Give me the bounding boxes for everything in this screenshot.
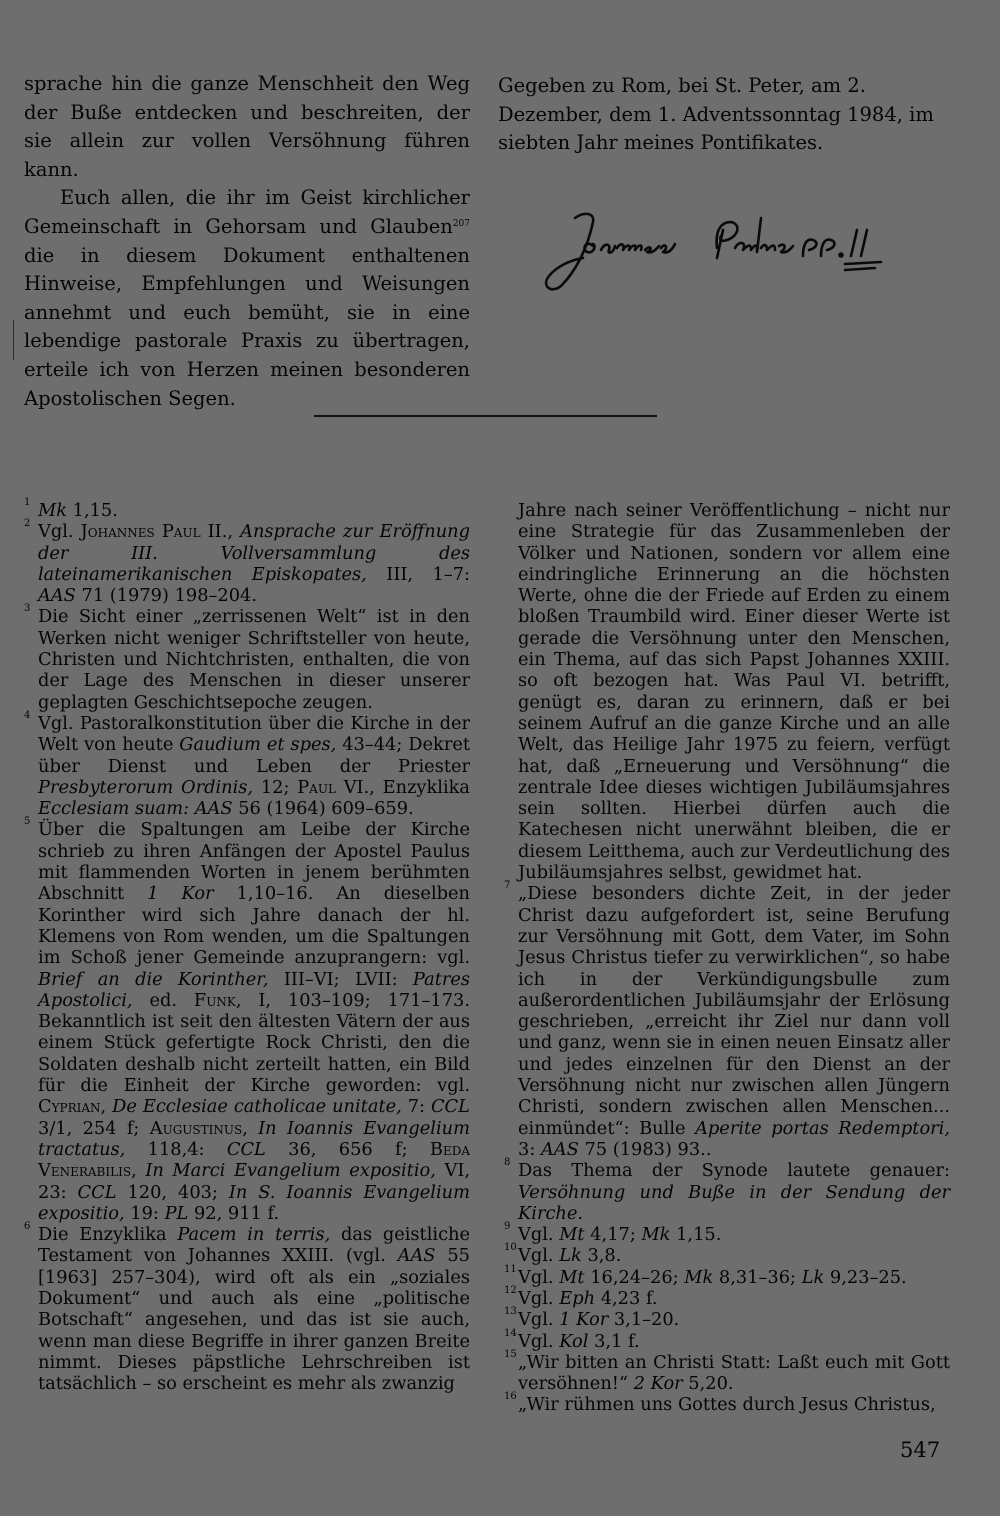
footnote-14: 14 Vgl. Kol 3,1 f.	[504, 1327, 640, 1352]
page-number: 547	[900, 1438, 941, 1462]
handwritten-signature	[535, 200, 915, 300]
footnote-reference: 207	[452, 218, 470, 229]
footnote-6-continuation: Jahre nach seiner Veröffentlichung – nicht nur eine Strategie für das Zusammenleben der Völker und Nationen, sondern vor allem eine eindringliche Erinnerung an die höchsten Werte, ohne die der Friede auf Erden zu einem bloßen Traumbild wird. Einer dieser Werte ist gerade die Versöhnung unter den Menschen, ein Thema, auf das sich Papst Johannes XXIII. so oft bezogen hat. Was Paul VI. betrifft, genügt es, daran zu erinnern, daß er bei seinem Aufruf an die ganze Kirche und an alle Welt, das Heilige Jahr 1975 zu feiern, verfügt hat, daß „Erneuerung und Versöhnung“ die zentrale Idee dieses wichtigen Jubiläumsjahres sein sollten. Hierbei dürfen auch die Katechesen nicht unerwähnt bleiben, die er diesem Leitthema, auch zur Verdeutlichung des Jubiläumsjahres selbst, gewidmet hat.	[518, 500, 950, 884]
closing-text-left-column	[24, 70, 470, 413]
body-paragraph: sprache hin die ganze Menschheit den Weg der Buße entdecken und beschreiten, der sie allein zur vollen Versöhnung führen kann.	[24, 72, 470, 181]
dating-paragraph: Gegeben zu Rom, bei St. Peter, am 2. Dezember, dem 1. Adventssonntag 1984, im siebten Jahr meines Pontifikates.	[498, 74, 934, 155]
footnote-4: 4 Vgl. Pastoralkonstitution über die Kirche in der Welt von heute Gaudium et spes, 43–44; Dekret über Dienst und Leben der Priester Presbyterorum Ordinis, 12; Paul VI., Enzyklika Ecclesiam suam: AAS 56 (1964) 609–659.	[24, 709, 471, 820]
margin-mark	[13, 320, 14, 360]
footnote-10: 10 Vgl. Lk 3,8.	[504, 1242, 622, 1267]
footnote-12: 12 Vgl. Eph 4,23 f.	[504, 1284, 658, 1309]
footnote-11: 11 Vgl. Mt 16,24–26; Mk 8,31–36; Lk 9,23–25.	[504, 1263, 907, 1288]
blessing-paragraph: Euch allen, die ihr im Geist kirchlicher Gemeinschaft in Gehorsam und Glauben$^{207}$ die in diesem Dokument enthaltenen Hinweise, Empfehlungen und Weisungen annehmt und euch bemüht, sie in eine lebendige pastorale Praxis zu übertragen, erteile ich von Herzen meinen besonderen Apostolischen Segen.	[24, 186, 470, 410]
footnote-separator	[314, 415, 657, 417]
footnote-9: 9 Vgl. Mt 4,17; Mk 1,15.	[504, 1221, 722, 1246]
dating-text-right-column	[498, 72, 950, 158]
footnote-13: 13 Vgl. 1 Kor 3,1–20.	[504, 1306, 680, 1331]
footnote-8: 8 Das Thema der Synode lautete genauer: Versöhnung und Buße in der Sendung der Kirche.	[504, 1157, 950, 1224]
footnotes-right-column	[504, 500, 950, 1416]
footnote-2: 2 Vgl. Johannes Paul II., Ansprache zur Eröffnung der III. Vollversammlung des lateinamerikanischen Episkopates, III, 1–7: AAS 71 (1979) 198–204.	[24, 518, 470, 607]
footnote-1: 1 Mk 1,15.	[24, 497, 118, 521]
footnote-7: 7 „Diese besonders dichte Zeit, in der jeder Christ dazu aufgefordert ist, seine Berufung zur Versöhnung mit Gott, dem Vater, im Sohn Jesus Christus tiefer zu verwirklichen“, so habe ich in der Verkündigungsbulle zum außerordentlichen Jubiläumsjahr der Erlösung geschrieben, „erreicht ihr Ziel nur dann voll und ganz, wenn sie in einen neuen Einsatz aller und jedes einzelnen für den Dienst an der Versöhnung nicht nur zwischen allen Jüngern Christi, sondern zwischen allen Menschen... einmündet“: Bulle Aperite portas Redemptori, 3: AAS 75 (1983) 93..	[504, 880, 950, 1160]
footnote-3: 3 Die Sicht einer „zerrissenen Welt“ ist in den Werken nicht weniger Schriftsteller von heute, Christen und Nichtchristen, enthalten, die von der Lage des Menschen in dieser unserer geplagten Geschichtsepoche zeugen.	[24, 603, 470, 713]
footnotes-left-column	[24, 497, 471, 1395]
footnote-16: 16 „Wir rühmen uns Gottes durch Jesus Christus,	[504, 1391, 936, 1416]
footnote-5: 5 Über die Spaltungen am Leibe der Kirche schrieb zu ihren Anfängen der Apostel Paulus mit flammenden Worten in jenem berühmten Abschnitt 1 Kor 1,10–16. An dieselben Korinther wird sich Jahre danach der hl. Klemens von Rom wenden, um die Spaltungen im Schoß jener Gemeinde anzuprangern: vgl. Brief an die Korinther, III–VI; LVII: Patres Apostolici, ed. Funk, I, 103–109; 171–173. Bekanntlich ist seit den ältesten Vätern der aus einem Stück gefertigte Rock Christi, den die Soldaten deshalb nicht zerteilt hatten, ein Bild für die Einheit der Kirche geworden: vgl. Cyprian, De Ecclesiae catholicae unitate, 7: CCL 3/1, 254 f; Augustinus, In Ioannis Evangelium tractatus, 118,4: CCL 36, 656 f; Beda Venerabilis, In Marci Evangelium expositio, VI, 23: CCL 120, 403; In S. Ioannis Evangelium expositio, 19: PL 92, 911 f.	[24, 816, 471, 1224]
footnote-15: 15 „Wir bitten an Christi Statt: Laßt euch mit Gott versöhnen!“ 2 Kor 5,20.	[504, 1348, 950, 1395]
signature-image	[535, 200, 915, 300]
footnote-6: 6 Die Enzyklika Pacem in terris, das geistliche Testament von Johannes XXIII. (vgl. AAS 55 [1963] 257–304), wird oft als ein „soziales Dokument“ und auch als eine „politische Botschaft“ angesehen, und das ist sie auch, wenn man diese Begriffe in ihrer ganzen Breite nimmt. Dieses päpstliche Lehrschreiben ist tatsächlich – so erscheint es mehr als zwanzig	[24, 1221, 471, 1395]
